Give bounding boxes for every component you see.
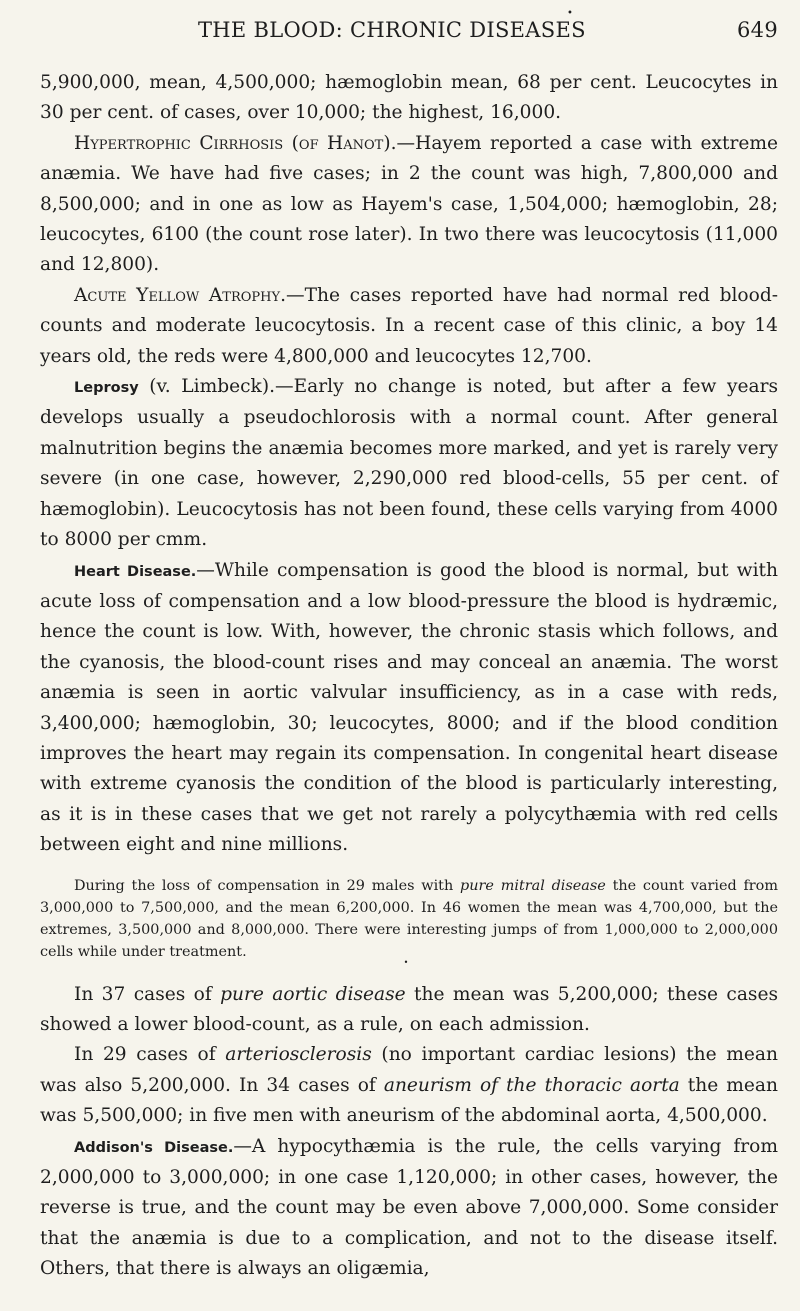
italic-term: pure aortic disease (220, 983, 406, 1005)
paragraph-addisons-disease (40, 1132, 778, 1285)
page-body (40, 68, 778, 1285)
paragraph-text: —A hypocythæmia is the rule, the cells varying from 2,000,000 to 3,000,000; in one case 1,120,000; in other cases, however, the reverse is true, and the count may be even above 7,000,000. Some consider that the anæmia is due to a complication, and not to the disease itself. Others, that there is always an oligæmia, (40, 1135, 778, 1280)
paragraph-leprosy (40, 372, 778, 555)
section-heading: Leprosy (74, 380, 139, 397)
paragraph-text: (v. Limbeck).—Early no change is noted, but after a few years develops usually a pseudochlorosis with a normal count. After general malnutrition begins the anæmia becomes more marked, and yet is rarely very severe (in one case, however, 2,290,000 red blood-cells, 55 per cent. of hæmoglobin). Leucocytosis has not been found, these cells varying from 4000 to 8000 per cmm. (40, 376, 778, 551)
section-heading: Hypertrophic Cirrhosis (of Hanot). (74, 132, 397, 154)
paragraph-heart-disease (40, 556, 778, 861)
note-dot: • (403, 957, 409, 967)
paragraph-acute-yellow-atrophy (40, 281, 778, 372)
note-text-end: the count varied from 3,000,000 to 7,500,000, and the mean 6,200,000. In 46 women the mean was 4,700,000, but the extremes, 3,500,000 and 8,000,000. There were interesting jumps of from 1,000,000 to 2,000,000 cells while under treatment. (40, 877, 778, 960)
paragraph-text-end: the mean was 5,500,000; in five men with aneurism of the abdominal aorta, 4,500,000. (40, 1074, 778, 1127)
paragraph-text: In 29 cases of (74, 1044, 226, 1066)
header-dot: • (567, 8, 574, 19)
paragraph-text-end: the mean was 5,200,000; these cases showed a lower blood-count, as a rule, on each admission. (40, 983, 778, 1035)
paragraph-mitral-note (40, 875, 778, 966)
paragraph-text-middle: (no important cardiac lesions) the mean was also 5,200,000. In 34 cases of (40, 1044, 778, 1096)
running-title: THE BLOOD: CHRONIC DISEASES (198, 18, 586, 42)
paragraph-text: In 37 cases of (74, 983, 221, 1005)
paragraph-hypertrophic-cirrhosis (40, 129, 778, 281)
book-page (40, 0, 778, 1311)
note-text: During the loss of compensation in 29 males with (74, 877, 461, 894)
section-heading: Addison's Disease. (74, 1139, 234, 1156)
paragraph-arteriosclerosis (40, 1040, 778, 1131)
italic-term-2: aneurism of the thoracic aorta (383, 1074, 680, 1096)
paragraph-continuation: 5,900,000, mean, 4,500,000; hæmoglobin mean, 68 per cent. Leucocytes in 30 per cent. of cases, over 10,000; the highest, 16,000. (40, 72, 778, 124)
italic-term: arteriosclerosis (225, 1044, 372, 1066)
paragraph-text: —The cases reported have had normal red blood-counts and moderate leucocytosis. In a recent case of this clinic, a boy 14 years old, the reds were 4,800,000 and leucocytes 12,700. (40, 284, 778, 367)
paragraph-text: —Hayem reported a case with extreme anæmia. We have had five cases; in 2 the count was high, 7,800,000 and 8,500,000; and in one as low as Hayem's case, 1,504,000; hæmoglobin, 28; leucocytes, 6100 (the count rose later). In two there was leucocytosis (11,000 and 12,800). (40, 132, 778, 276)
page-number: 649 (737, 18, 778, 42)
section-heading: Heart Disease. (74, 563, 197, 580)
note-italic: pure mitral disease (460, 877, 606, 894)
section-heading: Acute Yellow Atrophy. (74, 284, 287, 306)
paragraph-aortic (40, 980, 778, 1041)
paragraph-text: —While compensation is good the blood is normal, but with acute loss of compensation and a low blood-pressure the blood is hydræmic, hence the count is low. With, however, the chronic stasis which follows, and the cyanosis, the blood-count rises and may conceal an anæmia. The worst anæmia is seen in aortic valvular insufficiency, as in a case with reds, 3,400,000; hæmoglobin, 30; leucocytes, 8000; and if the blood condition improves the heart may regain its compensation. In congenital heart disease with extreme cyanosis the condition of the blood is particularly interesting, as it is in these cases that we get not rarely a polycythæmia with red cells between eight and nine millions. (40, 559, 778, 856)
running-header (40, 8, 778, 48)
